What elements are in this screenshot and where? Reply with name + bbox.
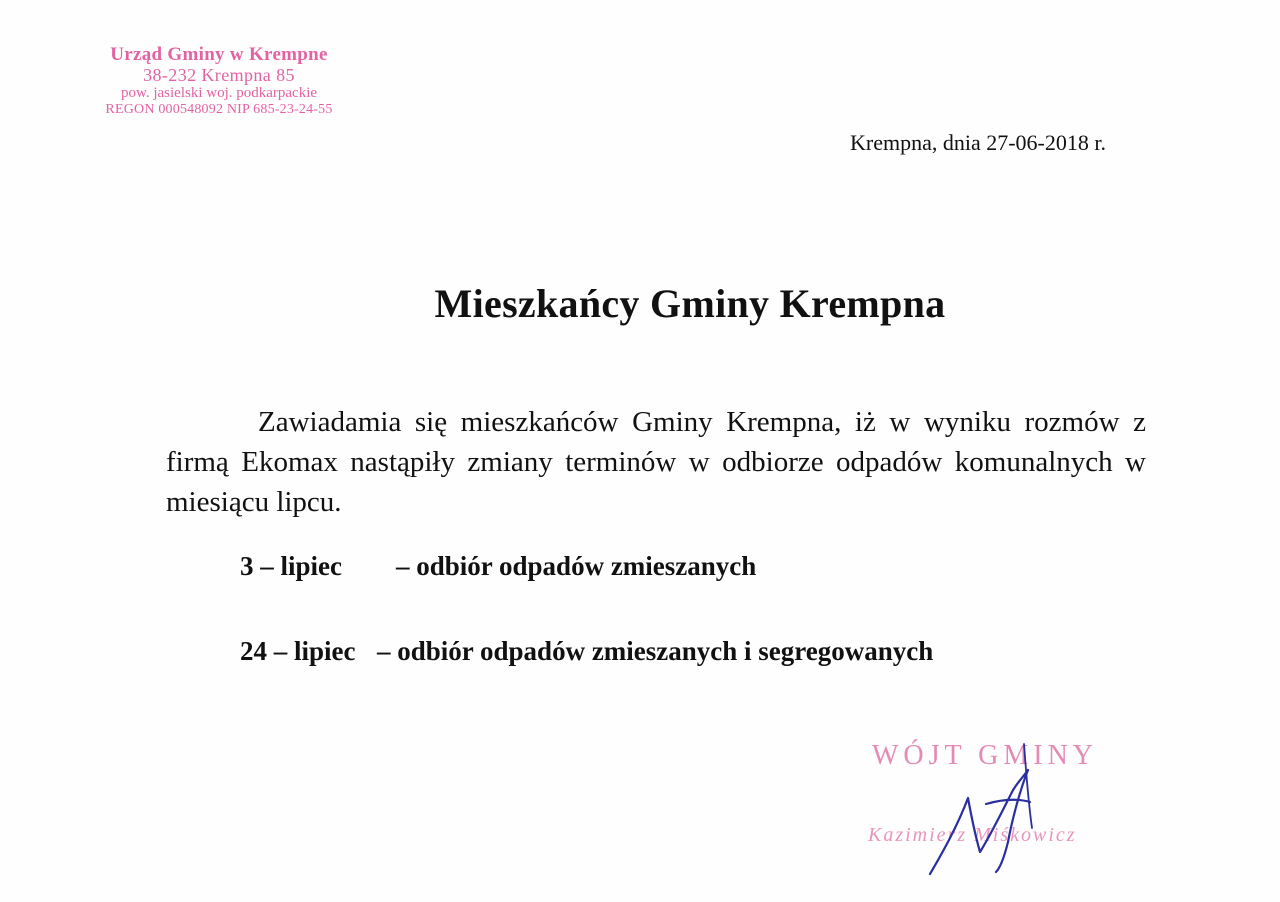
signature-stamp-title: WÓJT GMINY — [872, 740, 1099, 771]
office-stamp — [74, 44, 364, 118]
schedule-entry — [240, 636, 933, 667]
stamp-district: pow. jasielski woj. podkarpackie — [120, 85, 318, 102]
stamp-ids: REGON 000548092 NIP 685-23-24-55 — [105, 102, 333, 118]
stamp-office-name: Urząd Gminy w Krempne — [110, 44, 328, 65]
schedule-day: 24 – lipiec — [240, 636, 356, 666]
document-title: Mieszkańcy Gminy Krempna — [434, 281, 946, 326]
schedule-entry — [240, 551, 756, 582]
schedule-day: 3 – lipiec — [240, 551, 342, 581]
signature-stamp — [866, 740, 1136, 880]
stamp-address: 38-232 Krempna 85 — [143, 65, 295, 86]
date-line: Krempna, dnia 27-06-2018 r. — [850, 130, 1106, 155]
schedule-description: – odbiór odpadów zmieszanych i segregowanych — [377, 636, 934, 666]
schedule-description: – odbiór odpadów zmieszanych — [396, 551, 757, 581]
handwritten-signature — [916, 740, 1046, 880]
body-paragraph: Zawiadamia się mieszkańców Gminy Krempna, iż w wyniku rozmów z firmą Ekomax nastąpiły zmiany terminów w odbiorze odpadów komunalnych w miesiącu lipcu. — [166, 406, 1146, 519]
signature-stamp-name: Kazimierz Miśkowicz — [868, 824, 1077, 846]
